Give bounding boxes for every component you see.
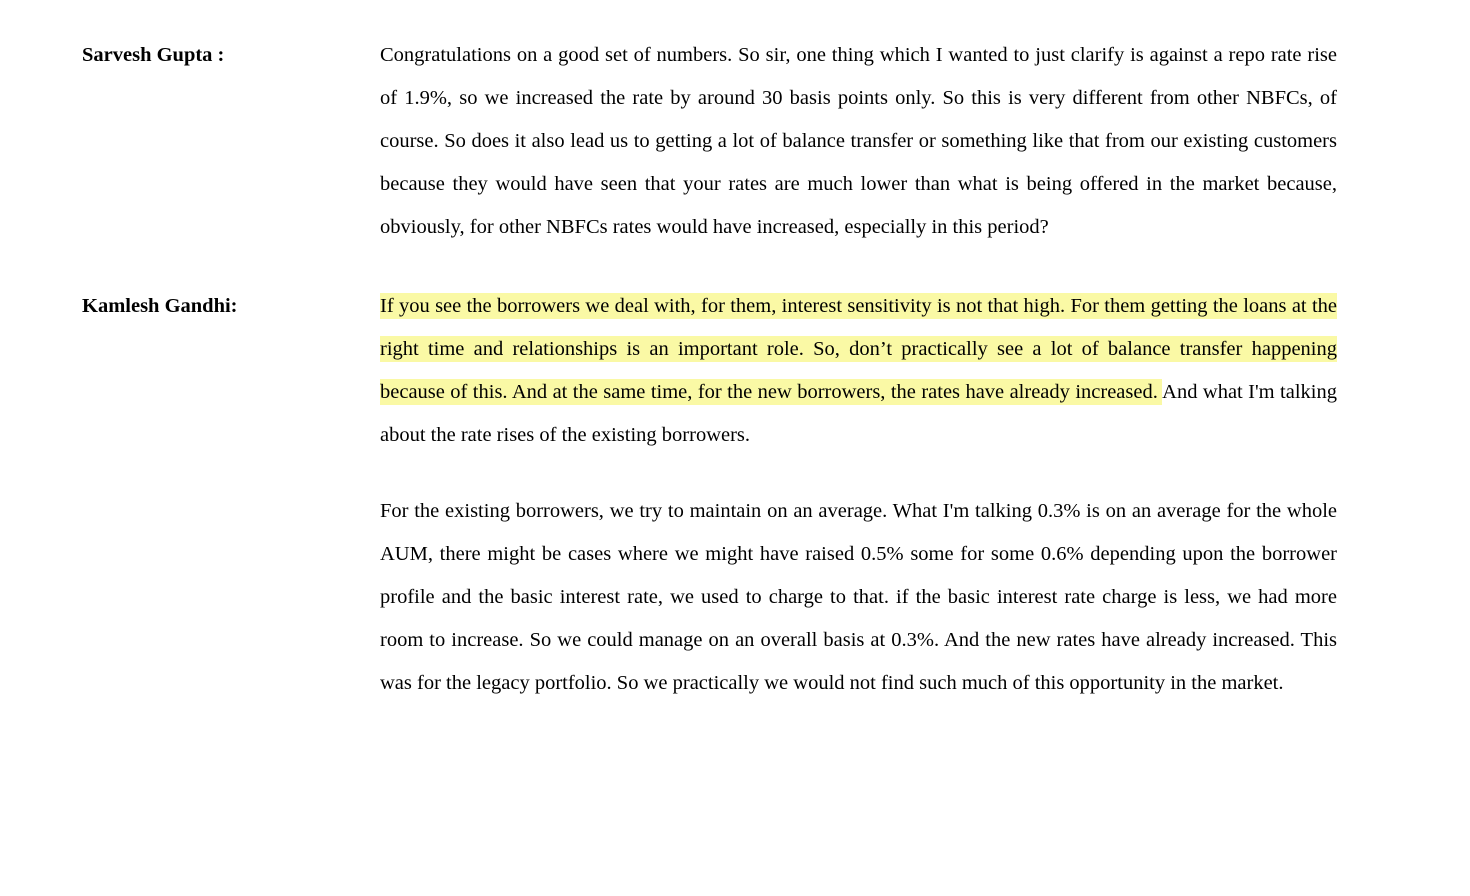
speaker-remarks [380,34,1337,249]
passage-text: For the existing borrowers, we try to maintain on an average. What I'm talking 0.3% is on an average for the whole AUM, there might be cases where we might have raised 0.5% some for some 0.6% depending upon the borrower profile and the basic interest rate, we used to charge to that. if the basic interest rate charge is less, we had more room to increase. So we could manage on an overall basis at 0.3%. And the new rates have already increased. This was for the legacy portfolio. So we practically we would not find such much of this opportunity in the market. [380,500,1337,694]
passage-text: Congratulations on a good set of numbers. So sir, one thing which I wanted to just clarify is against a repo rate rise of 1.9%, so we increased the rate by around 30 basis points only. So this is very different from other NBFCs, of course. So does it also lead us to getting a lot of balance transfer or something like that from our existing customers because they would have seen that your rates are much lower than what is being offered in the market because, obviously, for other NBFCs rates would have increased, especially in this period? [380,44,1337,238]
speaker-remarks [380,285,1337,705]
speaker-name: Sarvesh Gupta : [82,44,225,66]
passage-text: And what I'm talking about the rate rises of the existing borrowers. [380,381,1337,446]
transcript-entry-kamlesh-gandhi [82,285,1337,705]
highlighted-passage: If you see the borrowers we deal with, for them, interest sensitivity is not that high. For them getting the loans at the right time and relationships is an important role. So, don’t practically see a lot of balance transfer happening because of this. And at the same time, for the new borrowers, the rates have already increased. [380,295,1337,403]
transcript-entry-sarvesh-gupta [82,34,1337,249]
speaker-name: Kamlesh Gandhi: [82,295,238,317]
remark-paragraph [380,285,1337,457]
remark-paragraph [380,34,1337,249]
remark-paragraph [380,490,1337,705]
